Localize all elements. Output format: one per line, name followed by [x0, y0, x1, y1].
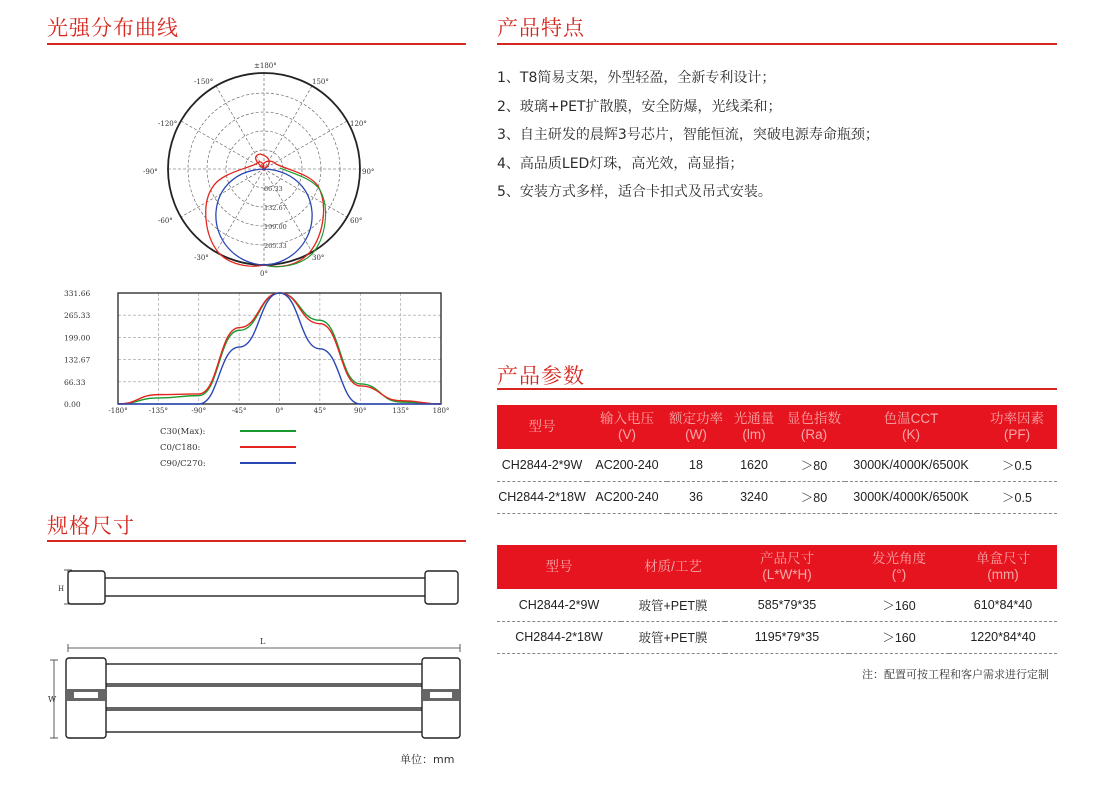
feature-list — [497, 64, 1057, 207]
chart-x-tick-label: -90° — [191, 407, 207, 415]
chart-x-tick-label: -135° — [148, 407, 168, 415]
table-header-cell: 额定功率 (W) — [667, 405, 725, 449]
feature-item: 5、安装方式多样，适合卡扣式及吊式安装。 — [497, 184, 772, 201]
polar-radial-label: 66.33 — [264, 185, 283, 193]
table-cell: 3240 — [725, 481, 783, 513]
chart-grid — [118, 293, 441, 404]
table-row — [497, 481, 1057, 513]
polar-angle-label: 0° — [260, 270, 268, 278]
features-title-line — [497, 43, 1057, 45]
chart-x-tick-label: 90° — [354, 407, 367, 415]
table-header-cell: 材质/工艺 — [621, 545, 725, 589]
chart-legend-label: C90/C270: — [160, 459, 206, 469]
chart-x-tick-labels — [108, 407, 449, 415]
chart-y-tick-label: 199.00 — [64, 333, 91, 343]
polar-angle-label: -60° — [158, 217, 173, 225]
table-cell: 玻管+PET膜 — [621, 589, 725, 621]
table-cell: 36 — [667, 481, 725, 513]
table-cell: 585*79*35 — [725, 589, 849, 621]
feature-item: 4、高品质LED灯珠，高光效，高显指； — [497, 155, 744, 172]
table-cell: 18 — [667, 449, 725, 481]
table-header-cell: 光通量 (lm) — [725, 405, 783, 449]
table-cell: CH2844-2*9W — [497, 449, 587, 481]
width-label: W — [48, 695, 57, 704]
chart-y-tick-label: 66.33 — [64, 377, 86, 387]
table-cell: AC200-240 — [587, 449, 667, 481]
table-cell: ＞80 — [783, 481, 845, 513]
side-view-drawing — [48, 562, 468, 612]
chart-x-tick-label: 45° — [313, 407, 327, 415]
table-header-cell: 型号 — [497, 405, 587, 449]
polar-angle-label: 60° — [350, 217, 363, 225]
params-title-line — [497, 388, 1057, 390]
table-cell: ＞0.5 — [977, 481, 1057, 513]
dimensions-title: 规格尺寸 — [47, 514, 135, 538]
light-curve-title-line — [47, 43, 466, 45]
table-header-cell: 发光角度 (°) — [849, 545, 949, 589]
polar-angle-label: ±180° — [254, 62, 277, 70]
polar-angle-label: 150° — [312, 78, 329, 86]
table-cell: 3000K/4000K/6500K — [845, 481, 977, 513]
polar-angle-label: -30° — [194, 254, 209, 262]
params-title: 产品参数 — [497, 364, 585, 388]
table-header-cell: 型号 — [497, 545, 621, 589]
chart-legend-label: C0/C180: — [160, 443, 201, 453]
table-cell: ＞80 — [783, 449, 845, 481]
polar-angle-label: 120° — [350, 120, 367, 128]
table-header-cell: 色温CCT (K) — [845, 405, 977, 449]
dimensions-title-line — [47, 540, 466, 542]
table-cell: CH2844-2*9W — [497, 589, 621, 621]
chart-y-tick-label: 0.00 — [64, 400, 81, 409]
table-cell: 1220*84*40 — [949, 621, 1057, 653]
chart-x-tick-label: 0° — [275, 407, 284, 415]
end-cap-right — [425, 571, 458, 604]
table-cell: ＞0.5 — [977, 449, 1057, 481]
table-cell: 玻管+PET膜 — [621, 621, 725, 653]
table-header-cell: 显色指数 (Ra) — [783, 405, 845, 449]
chart-x-tick-label: 180° — [432, 407, 450, 415]
feature-item: 2、玻璃+PET扩散膜，安全防爆，光线柔和； — [497, 98, 782, 115]
polar-angle-label: 90° — [362, 168, 375, 176]
chart-x-tick-label: 135° — [392, 407, 410, 415]
table-cell: 610*84*40 — [949, 589, 1057, 621]
table-header-cell: 产品尺寸 (L*W*H) — [725, 545, 849, 589]
polar-radial-label: 199.00 — [264, 223, 287, 231]
end-cap-left — [68, 571, 105, 604]
table-header-cell: 功率因素 (PF) — [977, 405, 1057, 449]
chart-y-tick-labels — [64, 289, 90, 409]
chart-x-tick-label: -45° — [231, 407, 247, 415]
polar-diagram — [143, 58, 375, 280]
tube-bottom — [90, 710, 426, 732]
feature-item: 1、T8简易支架，外型轻盈，全新专利设计； — [497, 70, 776, 86]
table-row — [497, 449, 1057, 481]
chart-y-tick-label: 132.67 — [64, 355, 91, 365]
tube-top — [90, 664, 426, 684]
table-row — [497, 589, 1057, 621]
customization-note: 注：配置可按工程和客户需求进行定制 — [862, 668, 1049, 681]
chart-y-tick-label: 331.66 — [64, 289, 91, 298]
polar-angle-label: 30° — [312, 254, 325, 262]
table-row — [497, 621, 1057, 653]
height-label: H — [58, 585, 65, 593]
table-cell: ＞160 — [849, 589, 949, 621]
product-size-table — [497, 545, 1057, 654]
top-view-drawing — [48, 630, 468, 742]
light-curve-title: 光强分布曲线 — [47, 16, 179, 40]
feature-item: 3、自主研发的晨辉3号芯片，智能恒流，突破电源寿命瓶颈； — [497, 127, 879, 144]
tube-middle — [90, 686, 426, 708]
length-label: L — [260, 637, 266, 646]
table-cell: 1195*79*35 — [725, 621, 849, 653]
table-cell: CH2844-2*18W — [497, 481, 587, 513]
features-title: 产品特点 — [497, 16, 585, 40]
unit-label: 单位：mm — [400, 753, 455, 766]
polar-radial-label: 265.33 — [264, 242, 287, 250]
table-cell: 1620 — [725, 449, 783, 481]
chart-legend — [160, 426, 296, 469]
chart-y-tick-label: 265.33 — [64, 311, 91, 321]
table-header-cell: 输入电压 (V) — [587, 405, 667, 449]
polar-angle-label: -150° — [194, 78, 214, 86]
intensity-line-chart — [50, 286, 465, 471]
chart-legend-label: C30(Max): — [160, 427, 206, 437]
table-cell: CH2844-2*18W — [497, 621, 621, 653]
chart-x-tick-label: -180° — [108, 407, 128, 415]
product-params-table — [497, 405, 1057, 514]
table-cell: ＞160 — [849, 621, 949, 653]
polar-radial-label: 132.67 — [264, 204, 287, 212]
polar-angle-label: -120° — [158, 120, 178, 128]
table-header-cell: 单盒尺寸 (mm) — [949, 545, 1057, 589]
tube-body — [88, 578, 428, 596]
table-cell: 3000K/4000K/6500K — [845, 449, 977, 481]
table-cell: AC200-240 — [587, 481, 667, 513]
polar-angle-label: -90° — [143, 168, 158, 176]
